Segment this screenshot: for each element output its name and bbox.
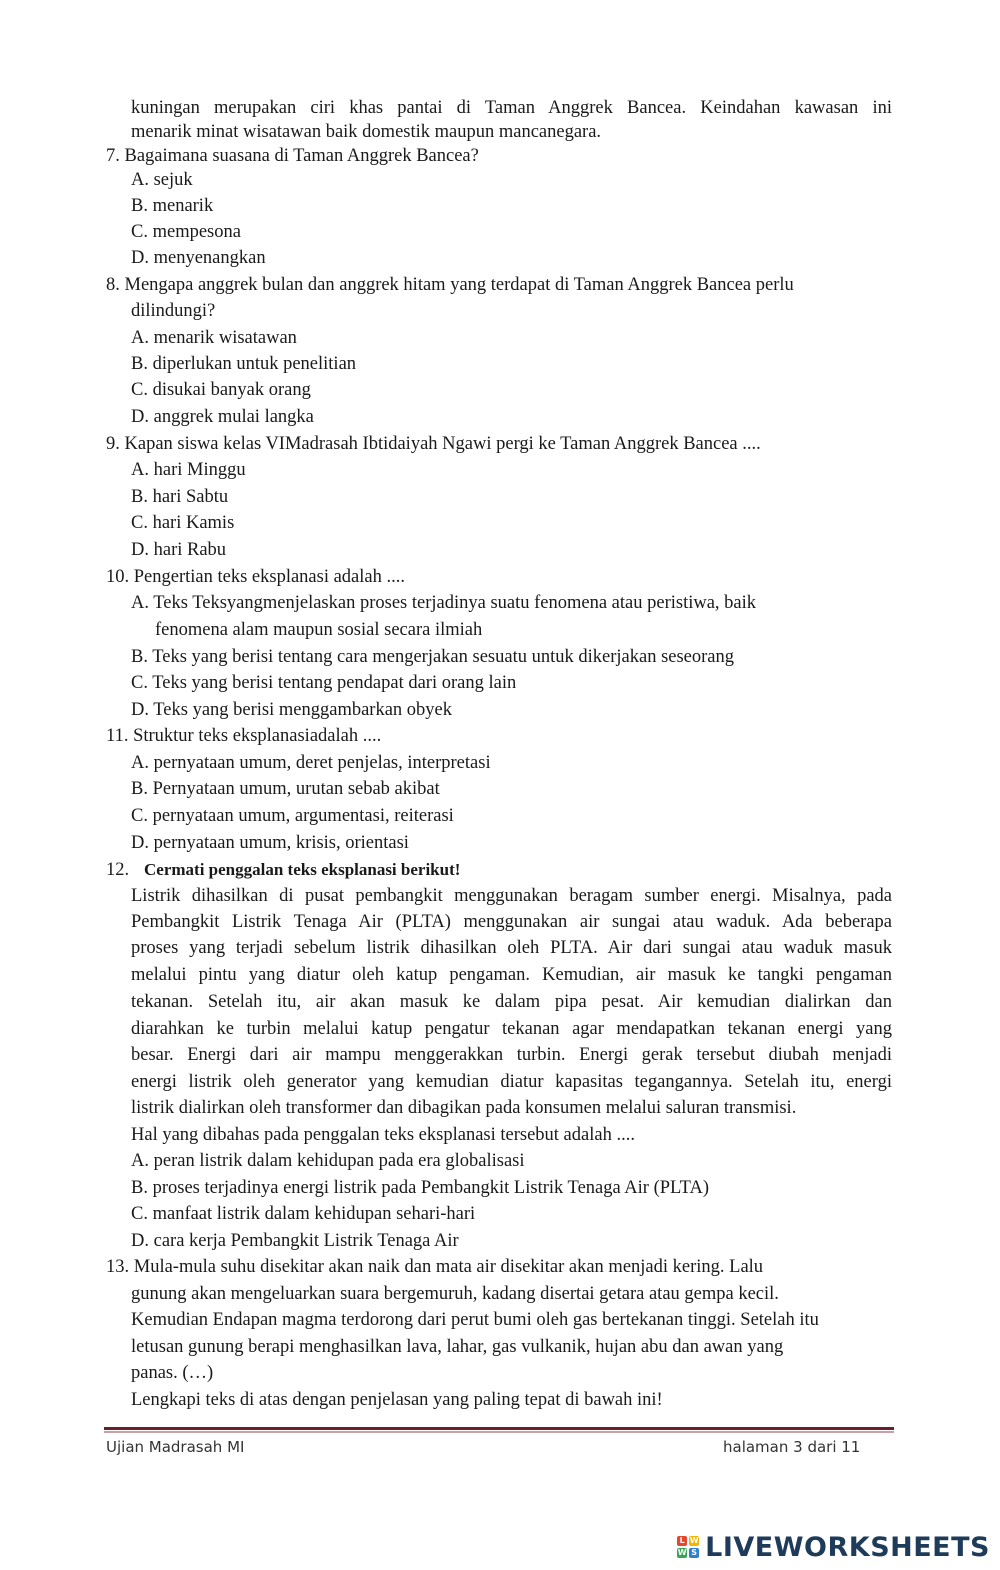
question-11: 11. Struktur teks eksplanasiadalah ....	[106, 726, 382, 746]
option-11a[interactable]: A. pernyataan umum, deret penjelas, interpretasi	[131, 753, 491, 773]
liveworksheets-brand[interactable]	[677, 1530, 990, 1564]
option-7a[interactable]: A. sejuk	[131, 170, 193, 190]
option-12b[interactable]: B. proses terjadinya energi listrik pada Pembangkit Listrik Tenaga Air (PLTA)	[131, 1178, 709, 1198]
question-13-instruction: Lengkapi teks di atas dengan penjelasan yang paling tepat di bawah ini!	[131, 1390, 663, 1410]
question-13-line: panas. (…)	[131, 1363, 214, 1383]
passage-line: besar. Energi dari air mampu menggerakkan turbin. Energi gerak tersebut diubah menjadi	[131, 1045, 892, 1065]
passage-line: energi listrik oleh generator yang kemudian diatur kapasitas tegangannya. Setelah itu, energi	[131, 1072, 892, 1092]
question-10: 10. Pengertian teks eksplanasi adalah ....	[106, 567, 405, 587]
passage-line: listrik dialirkan oleh transformer dan dibagikan pada konsumen melalui saluran transmisi.	[131, 1098, 797, 1118]
liveworksheets-logo-icon	[677, 1536, 699, 1558]
question-13-line: Kemudian Endapan magma terdorong dari perut bumi oleh gas bertekanan tinggi. Setelah itu	[131, 1310, 819, 1330]
question-12-instruction: Cermati penggalan teks eksplanasi berikut!	[144, 860, 461, 879]
passage-line: tekanan. Setelah itu, air akan masuk ke dalam pipa pesat. Air kemudian dialirkan dan	[131, 992, 892, 1012]
question-13-line: gunung akan mengeluarkan suara bergemuruh, kadang disertai getara atau gempa kecil.	[131, 1284, 779, 1304]
option-10a-cont[interactable]: fenomena alam maupun sosial secara ilmiah	[155, 620, 483, 640]
option-8d[interactable]: D. anggrek mulai langka	[131, 407, 314, 427]
question-9: 9. Kapan siswa kelas VIMadrasah Ibtidaiyah Ngawi pergi ke Taman Anggrek Bancea ....	[106, 434, 761, 454]
option-10b[interactable]: B. Teks yang berisi tentang cara mengerjakan sesuatu untuk dikerjakan seseorang	[131, 647, 735, 667]
passage-line: proses yang terjadi sebelum listrik dihasilkan oleh PLTA. Air dari sungai atau waduk masuk	[131, 938, 892, 958]
option-12a[interactable]: A. peran listrik dalam kehidupan pada era globalisasi	[131, 1151, 525, 1171]
option-7b[interactable]: B. menarik	[131, 196, 214, 216]
option-10d[interactable]: D. Teks yang berisi menggambarkan obyek	[131, 700, 453, 720]
option-12d[interactable]: D. cara kerja Pembangkit Listrik Tenaga Air	[131, 1231, 459, 1251]
passage-line: melalui pintu yang diatur oleh katup pengaman. Kemudian, air masuk ke tangki pengaman	[131, 965, 892, 985]
intro-line: kuningan merupakan ciri khas pantai di Taman Anggrek Bancea. Keindahan kawasan ini	[131, 98, 892, 118]
option-7c[interactable]: C. mempesona	[131, 222, 241, 242]
question-13: 13. Mula-mula suhu disekitar akan naik dan mata air disekitar akan menjadi kering. Lalu	[106, 1257, 764, 1277]
logo-tile: W	[677, 1548, 687, 1557]
logo-tile: W	[689, 1536, 699, 1545]
option-10a[interactable]: A. Teks Teksyangmenjelaskan proses terjadinya suatu fenomena atau peristiwa, baik	[131, 593, 757, 613]
question-8: 8. Mengapa anggrek bulan dan anggrek hitam yang terdapat di Taman Anggrek Bancea perlu	[106, 275, 794, 295]
brand-name: LIVEWORKSHEETS	[705, 1531, 990, 1563]
option-10c[interactable]: C. Teks yang berisi tentang pendapat dari orang lain	[131, 673, 517, 693]
footer-divider-shadow	[104, 1431, 894, 1433]
option-11d[interactable]: D. pernyataan umum, krisis, orientasi	[131, 833, 409, 853]
option-7d[interactable]: D. menyenangkan	[131, 248, 266, 268]
intro-line: menarik minat wisatawan baik domestik maupun mancanegara.	[131, 122, 602, 142]
footer-page-number: halaman 3 dari 11	[723, 1438, 861, 1456]
question-7: 7. Bagaimana suasana di Taman Anggrek Bancea?	[106, 146, 479, 166]
question-8-cont: dilindungi?	[131, 301, 216, 321]
option-9d[interactable]: D. hari Rabu	[131, 540, 227, 560]
option-8c[interactable]: C. disukai banyak orang	[131, 380, 311, 400]
passage-line: diarahkan ke turbin melalui katup pengatur tekanan agar mendapatkan tekanan energi yang	[131, 1019, 892, 1039]
passage-line: Pembangkit Listrik Tenaga Air (PLTA) menggunakan air sungai atau waduk. Ada beberapa	[131, 912, 892, 932]
passage-line: Listrik dihasilkan di pusat pembangkit menggunakan beragam sumber energi. Misalnya, pada	[131, 886, 892, 906]
question-12: Hal yang dibahas pada penggalan teks eksplanasi tersebut adalah ....	[131, 1125, 635, 1145]
option-9c[interactable]: C. hari Kamis	[131, 513, 235, 533]
option-8a[interactable]: A. menarik wisatawan	[131, 328, 297, 348]
option-12c[interactable]: C. manfaat listrik dalam kehidupan sehari-hari	[131, 1204, 476, 1224]
footer-divider	[104, 1427, 894, 1430]
logo-tile: L	[677, 1536, 687, 1546]
question-12-number: 12.	[106, 860, 130, 880]
question-13-line: letusan gunung berapi menghasilkan lava, lahar, gas vulkanik, hujan abu dan awan yang	[131, 1337, 784, 1357]
option-11b[interactable]: B. Pernyataan umum, urutan sebab akibat	[131, 779, 440, 799]
option-9a[interactable]: A. hari Minggu	[131, 460, 246, 480]
logo-tile: S	[689, 1548, 699, 1558]
option-9b[interactable]: B. hari Sabtu	[131, 487, 229, 507]
footer-title: Ujian Madrasah MI	[106, 1438, 245, 1456]
option-11c[interactable]: C. pernyataan umum, argumentasi, reiterasi	[131, 806, 454, 826]
option-8b[interactable]: B. diperlukan untuk penelitian	[131, 354, 357, 374]
